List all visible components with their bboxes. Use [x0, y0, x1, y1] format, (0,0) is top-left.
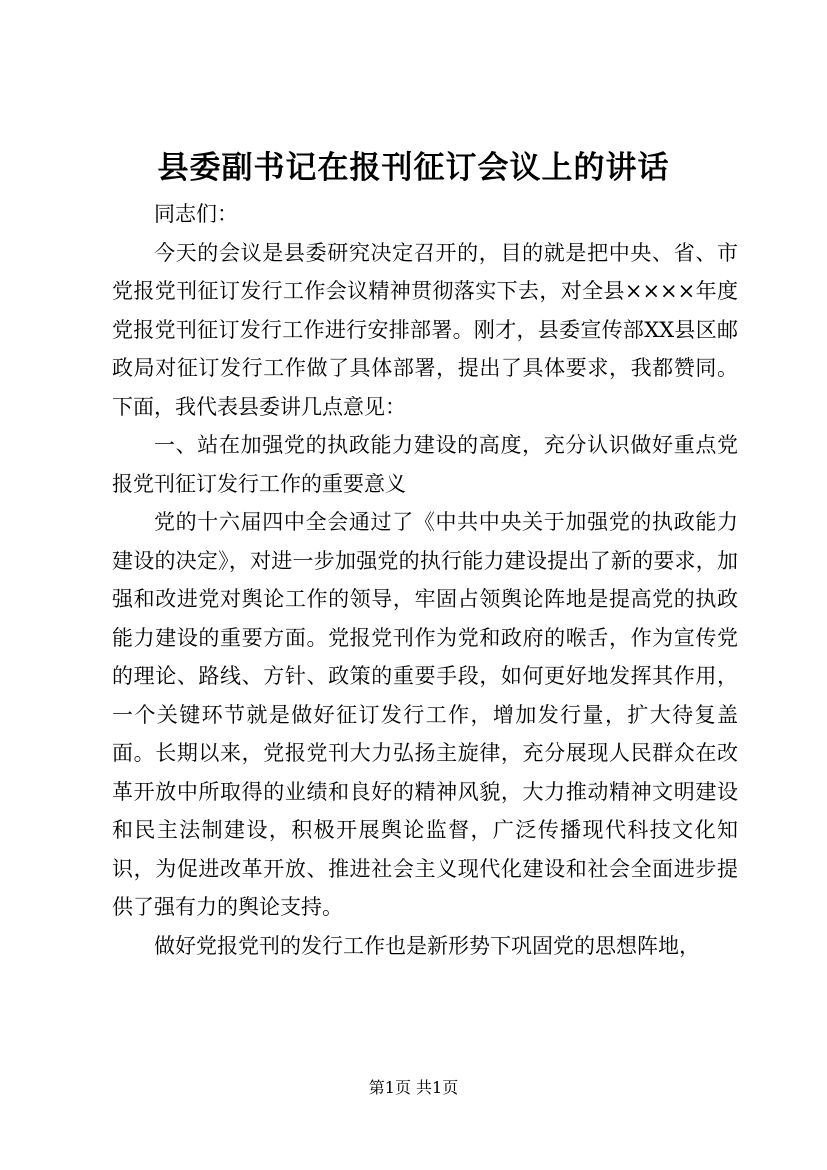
- body-paragraph: 做好党报党刊的发行工作也是新形势下巩固党的思想阵地，: [154, 933, 700, 958]
- body-paragraph: 党的十六届四中全会通过了《中共中央关于加强党的执政能力建设的决定》，对进一步加强党的执行能力建设提出了新的要求，加强和改进党对舆论工作的领导，牢固占领舆论阵地是提高党的执政能力建设的重要方面。党报党刊作为党和政府的喉舌，作为宣传党的理论、路线、方针、政策的重要手段，如何更好地发挥其作用，一个关键环节就是做好征订发行工作，增加发行量，扩大待复盖面。长期以来，党报党刊大力弘扬主旋律，充分展现人民群众在改革开放中所取得的业绩和良好的精神风貌，大力推动精神文明建设和民主法制建设，积极开展舆论监督，广泛传播现代科技文化知识，为促进改革开放、推进社会主义现代化建设和社会全面进步提供了强有力的舆论支持。: [112, 510, 738, 919]
- document-body: [112, 195, 738, 965]
- salutation-paragraph: 同志们：: [154, 202, 238, 226]
- body-paragraph: 今天的会议是县委研究决定召开的，目的就是把中央、省、市党报党刊征订发行工作会议精神贯彻落实下去，对全县××××年度党报党刊征订发行工作进行安排部署。刚才，县委宣传部XX县区邮政局对征订发行工作做了具体部署，提出了具体要求，我都赞同。下面，我代表县委讲几点意见：: [112, 240, 738, 419]
- page-number-footer: 第1页 共1页: [368, 1078, 459, 1097]
- section-heading: 一、站在加强党的执政能力建设的高度，充分认识做好重点党报党刊征订发行工作的重要意义: [112, 433, 738, 496]
- document-title: 县委副书记在报刊征订会议上的讲话: [157, 150, 670, 186]
